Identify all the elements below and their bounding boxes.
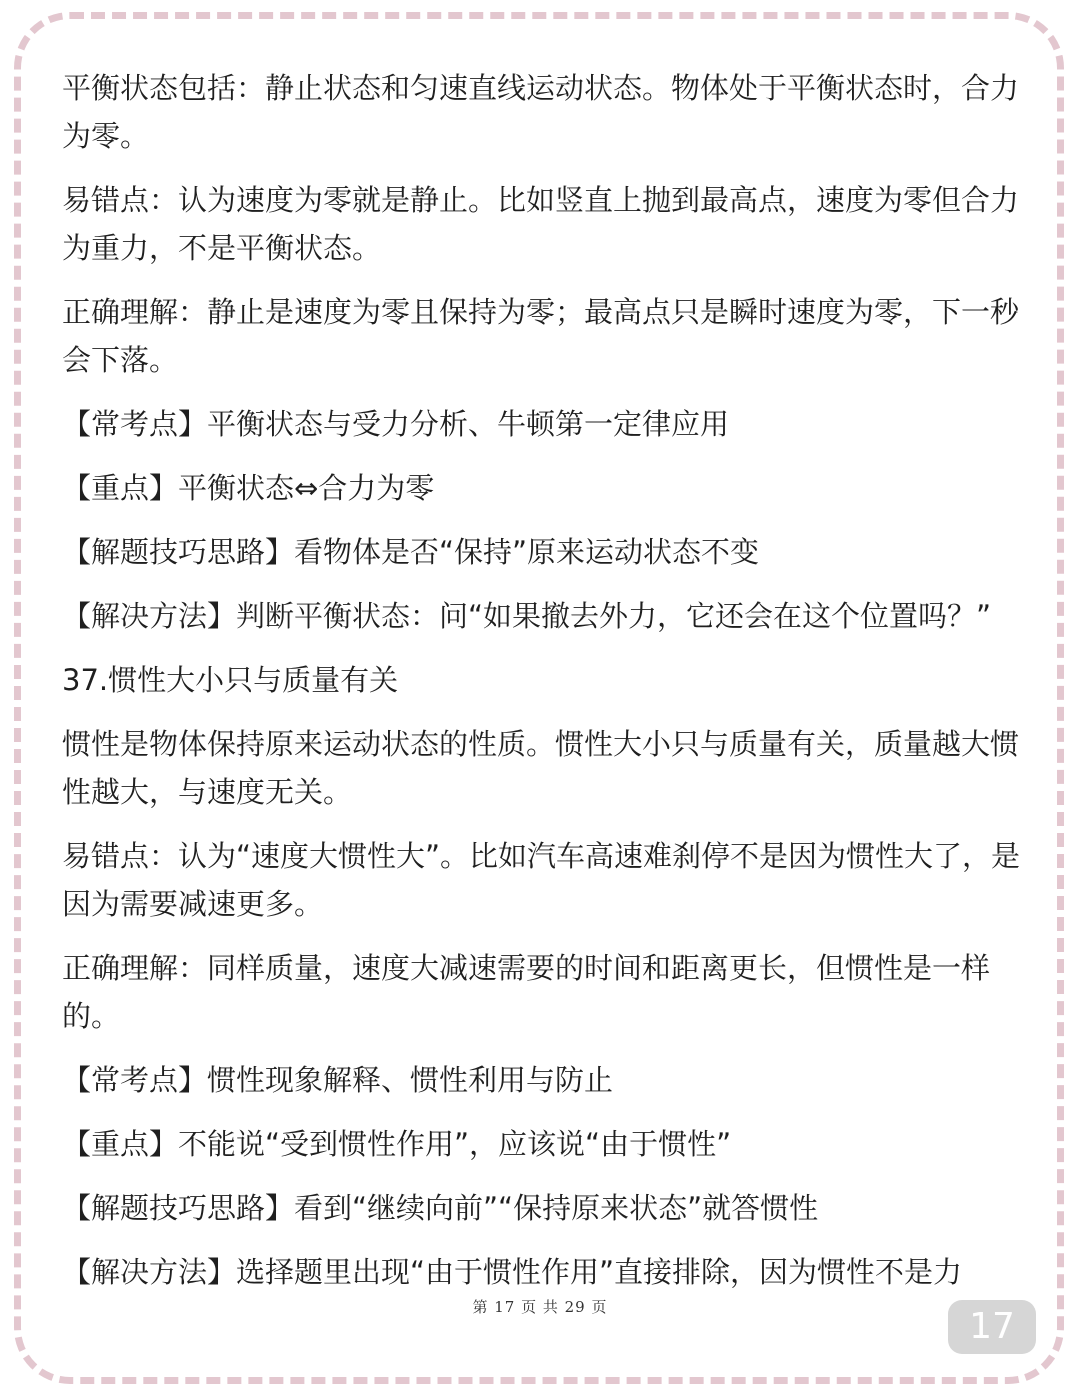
paragraph-inertia-mistake: 易错点：认为“速度大惯性大”。比如汽车高速难刹停不是因为惯性大了，是因为需要减速更多。 [62,839,1021,921]
page-number-text: 第 17 页 共 29 页 [472,1298,608,1316]
paragraph-equilibrium-key-point: 【重点】平衡状态⇔合力为零 [62,471,435,505]
paragraph-inertia-definition: 惯性是物体保持原来运动状态的性质。惯性大小只与质量有关，质量越大惯性越大，与速度无关。 [62,727,1020,809]
paragraph-equilibrium-definition: 平衡状态包括：静止状态和匀速直线运动状态。物体处于平衡状态时，合力为零。 [62,71,1020,153]
paragraph-equilibrium-common-exam-points: 【常考点】平衡状态与受力分析、牛顿第一定律应用 [62,407,730,441]
paragraph-equilibrium-mistake: 易错点：认为速度为零就是静止。比如竖直上抛到最高点，速度为零但合力为重力，不是平衡状态。 [62,183,1020,265]
paragraph-inertia-common-exam-points: 【常考点】惯性现象解释、惯性利用与防止 [62,1063,614,1097]
document-body [62,64,1022,1296]
paragraph-inertia-solving-tips: 【解题技巧思路】看到“继续向前”“保持原来状态”就答惯性 [62,1191,819,1225]
paragraph-inertia-correct-understanding: 正确理解：同样质量，速度大减速需要的时间和距离更长，但惯性是一样的。 [62,951,991,1033]
paragraph-inertia-key-point: 【重点】不能说“受到惯性作用”，应该说“由于惯性” [62,1127,732,1161]
section-heading-inertia: 37.惯性大小只与质量有关 [62,663,399,697]
paragraph-equilibrium-solving-tips: 【解题技巧思路】看物体是否“保持”原来运动状态不变 [62,535,760,569]
paragraph-equilibrium-correct-understanding: 正确理解：静止是速度为零且保持为零；最高点只是瞬时速度为零，下一秒会下落。 [62,295,1020,377]
paragraph-equilibrium-method: 【解决方法】判断平衡状态：问“如果撤去外力，它还会在这个位置吗？” [62,599,992,633]
page-number-badge: 17 [948,1300,1036,1354]
paragraph-inertia-method: 【解决方法】选择题里出现“由于惯性作用”直接排除，因为惯性不是力 [62,1255,963,1289]
